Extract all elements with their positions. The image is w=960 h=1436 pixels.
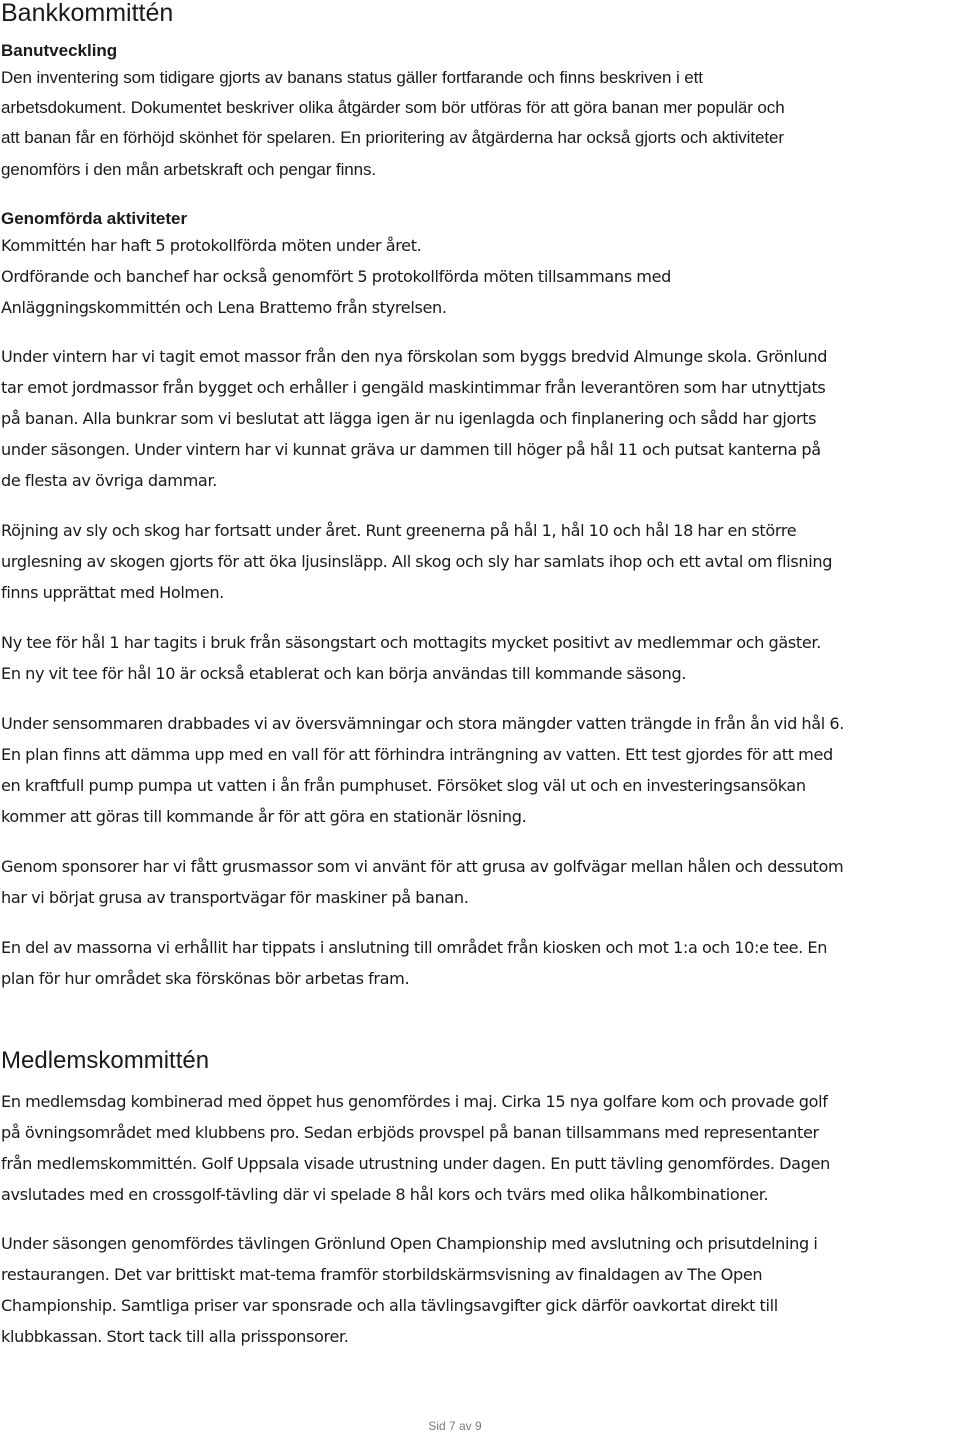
page-title: Bankkommittén: [1, 0, 174, 27]
section-heading-banutveckling: Banutveckling: [1, 41, 118, 60]
paragraph-line: Championship. Samtliga priser var sponsrade och alla tävlingsavgifter gick därför oavkortat direkt till: [1, 1296, 778, 1315]
section-heading-genomforda: Genomförda aktiviteter: [1, 209, 188, 228]
paragraph-line: avslutades med en crossgolf-tävling där vi spelade 8 hål kors och tvärs med olika hålkombinationer.: [1, 1185, 769, 1204]
paragraph-line: Genom sponsorer har vi fått grusmassor som vi använt för att grusa av golfvägar mellan hålen och dessutom: [1, 857, 844, 876]
paragraph-line: Under säsongen genomfördes tävlingen Grönlund Open Championship med avslutning och prisutdelning i: [1, 1234, 818, 1253]
paragraph-line: på övningsområdet med klubbens pro. Sedan erbjöds provspel på banan tillsammans med representanter: [1, 1123, 819, 1142]
page-number-footer: Sid 7 av 9: [428, 1419, 482, 1433]
paragraph-line: En plan finns att dämma upp med en vall för att förhindra inträngning av vatten. Ett test gjordes för att med: [1, 745, 833, 764]
paragraph-line: urglesning av skogen gjorts för att öka ljusinsläpp. All skog och sly har samlats ihop och ett avtal om flisning: [1, 552, 833, 571]
paragraph-line: Röjning av sly och skog har fortsatt under året. Runt greenerna på hål 1, hål 10 och hål 18 har en större: [1, 521, 797, 540]
paragraph-line: genomförs i den mån arbetskraft och pengar finns.: [1, 160, 376, 179]
paragraph-line: restaurangen. Det var brittiskt mat-tema framför storbildskärmsvisning av finaldagen av The Open: [1, 1265, 763, 1284]
paragraph-line: tar emot jordmassor från bygget och erhåller i gengäld maskintimmar från leverantören som har utnyttjats: [1, 378, 826, 397]
paragraph-line: på banan. Alla bunkrar som vi beslutat att lägga igen är nu igenlagda och finplanering och sådd har gjorts: [1, 409, 817, 428]
paragraph-line: Under vintern har vi tagit emot massor från den nya förskolan som byggs bredvid Almunge skola. Grönlund: [1, 347, 828, 366]
paragraph-line: att banan får en förhöjd skönhet för spelaren. En prioritering av åtgärderna har också gjorts och aktiviteter: [1, 128, 784, 147]
paragraph-line: Ordförande och banchef har också genomfört 5 protokollförda möten tillsammans med: [1, 267, 672, 286]
paragraph-line: en kraftfull pump pumpa ut vatten i ån från pumphuset. Försöket slog väl ut och en investeringsansökan: [1, 776, 806, 795]
paragraph-line: har vi börjat grusa av transportvägar för maskiner på banan.: [1, 888, 469, 907]
paragraph-line: Anläggningskommittén och Lena Brattemo från styrelsen.: [1, 298, 447, 317]
section-heading-medlemskommitten: Medlemskommittén: [1, 1047, 210, 1074]
paragraph-line: under säsongen. Under vintern har vi kunnat gräva ur dammen till höger på hål 11 och putsat kanterna på: [1, 440, 821, 459]
paragraph-line: kommer att göras till kommande år för att göra en stationär lösning.: [1, 807, 527, 826]
paragraph-line: Kommittén har haft 5 protokollförda möten under året.: [1, 236, 422, 255]
paragraph-line: plan för hur området ska förskönas bör arbetas fram.: [1, 969, 410, 988]
paragraph-line: Den inventering som tidigare gjorts av banans status gäller fortfarande och finns beskriven i ett: [1, 68, 703, 87]
paragraph-line: klubbkassan. Stort tack till alla prissponsorer.: [1, 1327, 349, 1346]
paragraph-line: från medlemskommittén. Golf Uppsala visade utrustning under dagen. En putt tävling genomfördes. Dagen: [1, 1154, 830, 1173]
paragraph-line: En medlemsdag kombinerad med öppet hus genomfördes i maj. Cirka 15 nya golfare kom och provade golf: [1, 1092, 828, 1111]
paragraph-line: arbetsdokument. Dokumentet beskriver olika åtgärder som bör utföras för att göra banan mer populär och: [1, 98, 785, 117]
paragraph-line: de flesta av övriga dammar.: [1, 471, 217, 490]
paragraph-line: Ny tee för hål 1 har tagits i bruk från säsongstart och mottagits mycket positivt av medlemmar och gäster.: [1, 633, 821, 652]
paragraph-line: finns upprättat med Holmen.: [1, 583, 224, 602]
paragraph-line: En ny vit tee för hål 10 är också etablerat och kan börja användas till kommande säsong.: [1, 664, 687, 683]
paragraph-line: Under sensommaren drabbades vi av översvämningar och stora mängder vatten trängde in från ån vid hål 6.: [1, 714, 845, 733]
paragraph-line: En del av massorna vi erhållit har tippats i anslutning till området från kiosken och mot 1:a och 10:e tee. En: [1, 938, 828, 957]
